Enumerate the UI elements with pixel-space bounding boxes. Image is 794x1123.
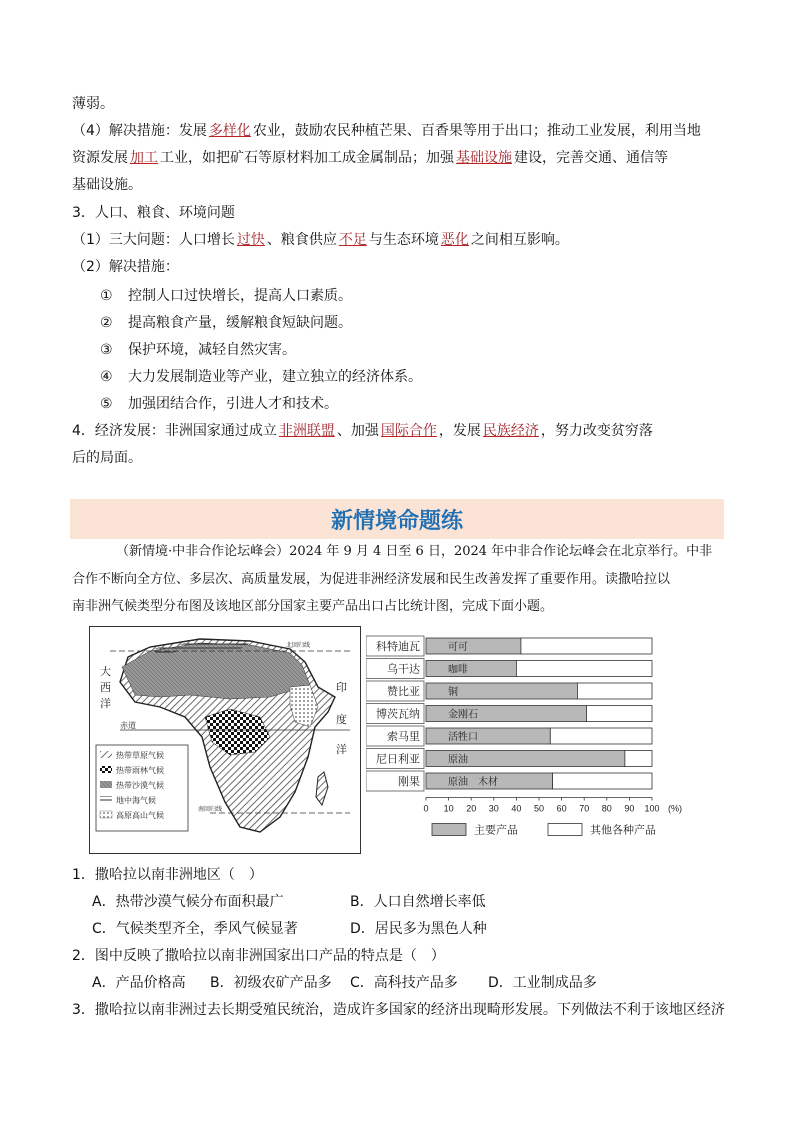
x-tick-label: 80 (601, 803, 612, 814)
legend-label: 热带沙漠气候 (116, 781, 164, 790)
q2-option-c[interactable]: C．高科技产品多 (350, 975, 458, 991)
measure-number: ④ (100, 369, 113, 385)
map-label-india: 洋 (336, 744, 347, 756)
category-label: 博茨瓦纳 (376, 708, 420, 721)
legend-swatch (100, 766, 112, 773)
legend-label: 热带草原气候 (116, 751, 164, 760)
map-label-india: 印 (336, 682, 347, 694)
bar-product-label: 金刚石 (448, 709, 478, 721)
measure-text: 提高粮食产量，缓解粮食短缺问题。 (128, 315, 352, 331)
section-banner (70, 499, 724, 539)
bar-main-product (426, 661, 516, 677)
category-label: 科特迪瓦 (376, 641, 420, 653)
map-label-ocean: 西 (100, 682, 111, 694)
x-tick-label: 10 (443, 803, 454, 814)
q2-option-a[interactable]: A．产品价格高 (92, 975, 186, 991)
x-tick-label: 0 (423, 803, 429, 814)
question-3: 3．撒哈拉以南非洲过去长期受殖民统治，造成许多国家的经济出现畸形发展。下列做法不利于该地区经济 (72, 1002, 725, 1018)
bar-other-products (625, 751, 652, 767)
q1-option-a[interactable]: A．热带沙漠气候分布面积最广 (92, 894, 284, 910)
para-measures-4-line3: 基础设施。 (72, 177, 142, 193)
map-label-equator: 赤道 (120, 721, 136, 730)
map-label-ocean: 大 (100, 666, 111, 678)
answer-blank: 多样化 (208, 123, 251, 139)
bar-main-product (426, 728, 550, 744)
legend-swatch (100, 781, 112, 788)
para-measures-4-line1: （4）解决措施：发展 多样化 农业，鼓励农民种植芒果、百香果等用于出口；推动工业发展，利用当地 (72, 123, 701, 139)
section-4-line1: 4．经济发展：非洲国家通过成立 非洲联盟 、加强 国际合作 ，发展 民族经济 ，努力改变贫穷落 (72, 423, 653, 439)
map-label-ocean: 洋 (100, 698, 111, 710)
bar-product-label: 可可 (448, 642, 468, 653)
bar-other-products (577, 683, 652, 699)
legend-swatch (100, 811, 112, 818)
measure-item (100, 286, 352, 306)
measure-item (100, 367, 422, 387)
answer-blank: 国际合作 (380, 423, 437, 439)
answer-blank: 恶化 (440, 232, 469, 248)
legend-label: 热带雨林气候 (116, 766, 164, 775)
legend-label-main: 主要产品 (474, 824, 518, 837)
section-4-line2: 后的局面。 (72, 450, 142, 466)
legend-swatch-other (548, 824, 582, 836)
q1-option-c[interactable]: C．气候类型齐全，季风气候显著 (92, 921, 298, 937)
climate-map (89, 626, 361, 854)
answer-blank: 加工 (130, 150, 158, 166)
export-share-chart (366, 632, 706, 847)
bar-product-label: 铜 (448, 687, 458, 698)
answer-blank: 不足 (338, 232, 367, 248)
measure-number: ② (100, 315, 113, 331)
intro-line3: 南非洲气候类型分布图及该地区部分国家主要产品出口占比统计图，完成下面小题。 (72, 599, 554, 614)
category-label: 索马里 (387, 731, 420, 743)
bar-other-products (521, 638, 652, 654)
question-1: 1．撒哈拉以南非洲地区（ ） (72, 867, 263, 883)
x-tick-label: 60 (556, 803, 567, 814)
intro-line2: 合作不断向全方位、多层次、高质量发展，为促进非洲经济发展和民生改善发挥了重要作用。读撒哈拉以 (72, 572, 671, 587)
answer-blank: 非洲联盟 (278, 423, 335, 439)
x-tick-label: 90 (624, 803, 635, 814)
section-3-title: 3．人口、粮食、环境问题 (72, 205, 235, 221)
measure-number: ① (100, 288, 113, 304)
answer-blank: 基础设施 (456, 150, 512, 166)
category-label: 尼日利亚 (376, 753, 420, 766)
measure-text: 大力发展制造业等产业，建立独立的经济体系。 (128, 369, 422, 385)
legend-swatch (100, 796, 112, 803)
q1-option-b[interactable]: B．人口自然增长率低 (350, 894, 486, 910)
measure-item (100, 313, 352, 333)
bar-product-label: 活牲口 (448, 732, 478, 743)
legend-label-other: 其他各种产品 (590, 824, 656, 837)
x-tick-label: 70 (579, 803, 590, 814)
question-2: 2．图中反映了撒哈拉以南非洲国家出口产品的特点是（ ） (72, 948, 445, 964)
bar-other-products (516, 661, 652, 677)
section-3-2: （2）解决措施： (72, 259, 179, 275)
measure-item (100, 340, 296, 360)
map-label-india: 度 (336, 714, 347, 726)
measure-number: ③ (100, 342, 113, 358)
para-1: 薄弱。 (72, 96, 114, 112)
bar-other-products (586, 706, 652, 722)
bar-main-product (426, 638, 521, 654)
bar-product-label: 原油 木材 (448, 777, 498, 788)
answer-blank: 民族经济 (482, 423, 539, 439)
intro-line1: （新情境·中非合作论坛峰会）2024 年 9 月 4 日至 6 日，2024 年中非合作论坛峰会在北京举行。中非 (116, 544, 713, 559)
map-label-tropic-s: 南回归线 (198, 807, 223, 813)
category-label: 刚果 (398, 776, 420, 788)
x-axis-unit: (%) (668, 803, 682, 814)
measure-text: 控制人口过快增长，提高人口素质。 (128, 288, 352, 304)
x-tick-label: 100 (644, 803, 660, 814)
bar-other-products (553, 773, 652, 789)
section-3-1: （1）三大问题：人口增长 过快 、粮食供应 不足 与生态环境 恶化 之间相互影响。 (72, 232, 569, 248)
q2-option-d[interactable]: D．工业制成品多 (488, 975, 597, 991)
legend-swatch (100, 751, 112, 758)
answer-blank: 过快 (236, 232, 265, 248)
measure-item (100, 394, 338, 414)
category-label: 赞比亚 (387, 686, 420, 698)
x-tick-label: 30 (488, 803, 499, 814)
category-label: 乌干达 (387, 663, 420, 676)
measure-text: 保护环境，减轻自然灾害。 (128, 342, 296, 358)
x-tick-label: 40 (511, 803, 522, 814)
measure-number: ⑤ (100, 396, 113, 412)
bar-product-label: 咖啡 (448, 664, 468, 676)
para-measures-4-line2: 资源发展 加工 工业，如把矿石等原材料加工成金属制品；加强 基础设施 建设，完善交通、通信等 (72, 150, 668, 166)
q1-option-d[interactable]: D．居民多为黑色人种 (350, 921, 487, 937)
banner-title: 新情境命题练 (330, 509, 463, 534)
x-tick-label: 50 (533, 803, 545, 814)
measure-text: 加强团结合作，引进人才和技术。 (128, 396, 338, 412)
bar-other-products (550, 728, 652, 744)
map-label-tropic-n: 北回归线 (286, 643, 311, 649)
bar-product-label: 原油 (448, 754, 468, 766)
legend-label: 地中海气候 (116, 796, 156, 805)
africa-map-svg (90, 627, 360, 853)
legend-swatch-main (432, 824, 466, 836)
legend-label: 高原高山气候 (116, 811, 164, 820)
q2-option-b[interactable]: B．初级农矿产品多 (210, 975, 332, 991)
x-tick-label: 20 (466, 803, 477, 814)
